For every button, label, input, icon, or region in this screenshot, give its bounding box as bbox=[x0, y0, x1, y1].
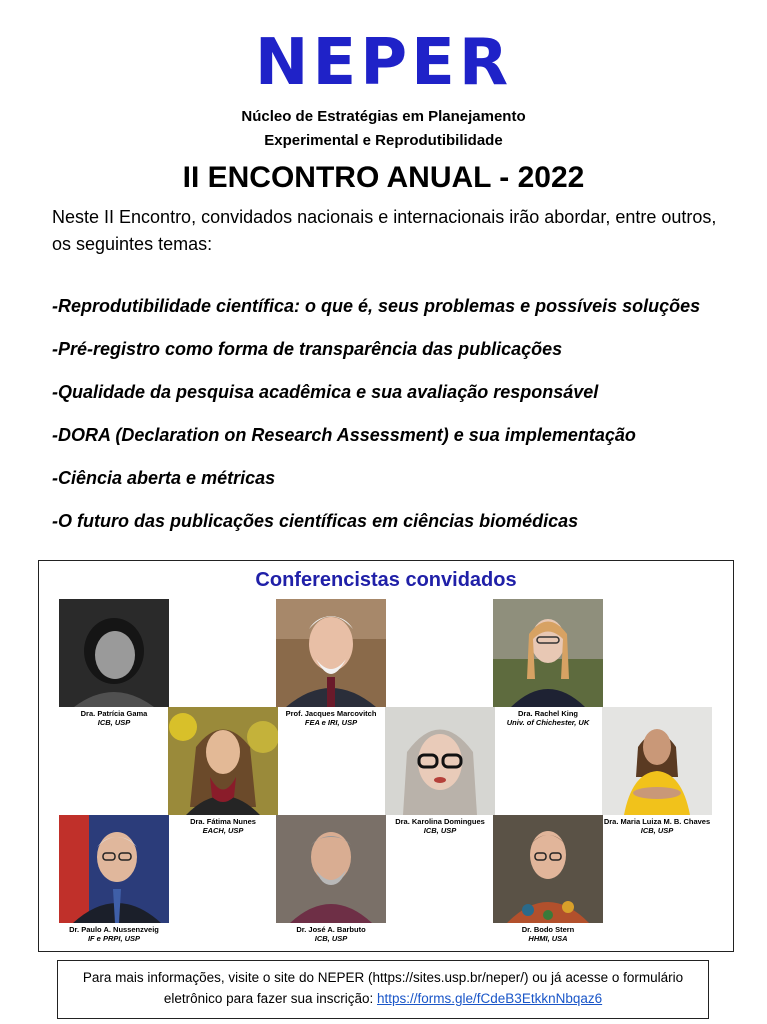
info-box bbox=[57, 960, 709, 1019]
speaker-photo bbox=[602, 707, 712, 815]
speaker-photo bbox=[59, 815, 169, 923]
speaker-affiliation: EACH, USP bbox=[202, 826, 244, 835]
speaker-card bbox=[385, 707, 495, 835]
speaker-photo bbox=[59, 599, 169, 707]
speaker-card bbox=[493, 815, 603, 943]
neper-logo: NEPER bbox=[254, 26, 513, 100]
speaker-name: Prof. Jacques Marcovitch bbox=[285, 709, 377, 718]
speaker-affiliation: HHMI, USA bbox=[528, 934, 568, 943]
speaker-name: Dr. José A. Barbuto bbox=[296, 925, 366, 934]
speaker-photo bbox=[493, 815, 603, 923]
topic-item: -Reprodutibilidade científica: o que é, seus problemas e possíveis soluções bbox=[52, 296, 701, 316]
topic-item: -Pré-registro como forma de transparência das publicações bbox=[52, 339, 563, 359]
topics-list bbox=[52, 292, 752, 550]
speaker-card bbox=[602, 707, 712, 835]
topic-item: -DORA (Declaration on Research Assessment) e sua implementação bbox=[52, 425, 636, 445]
speaker-name: Dra. Maria Luiza M. B. Chaves bbox=[603, 817, 711, 826]
registration-link[interactable]: https://forms.gle/fCdeB3EtkknNbqaz6 bbox=[377, 991, 603, 1006]
info-text: Para mais informações, visite o site do NEPER (https://sites.usp.br/neper/) ou já acesse o formulário eletrônico para fazer sua inscrição: bbox=[82, 970, 684, 1006]
subtitle-line-1: Núcleo de Estratégias em Planejamento bbox=[241, 108, 526, 125]
speakers-panel bbox=[38, 560, 734, 952]
topic-item: -Ciência aberta e métricas bbox=[52, 468, 276, 488]
speaker-card bbox=[276, 815, 386, 943]
speaker-photo bbox=[385, 707, 495, 815]
speaker-affiliation: FEA e IRI, USP bbox=[304, 718, 358, 727]
speaker-affiliation: ICB, USP bbox=[314, 934, 348, 943]
subtitle-line-2: Experimental e Reprodutibilidade bbox=[264, 132, 503, 149]
speaker-name: Dra. Fátima Nunes bbox=[190, 817, 256, 826]
speaker-card bbox=[59, 599, 169, 727]
speaker-photo bbox=[168, 707, 278, 815]
speaker-card bbox=[168, 707, 278, 835]
speaker-photo bbox=[276, 599, 386, 707]
speaker-affiliation: ICB, USP bbox=[640, 826, 674, 835]
speaker-photo bbox=[493, 599, 603, 707]
speaker-affiliation: ICB, USP bbox=[423, 826, 457, 835]
event-title: II ENCONTRO ANUAL - 2022 bbox=[182, 161, 585, 194]
speaker-name: Dr. Paulo A. Nussenzveig bbox=[69, 925, 159, 934]
speaker-photo bbox=[276, 815, 386, 923]
speaker-affiliation: Univ. of Chichester, UK bbox=[506, 718, 590, 727]
topic-item: -O futuro das publicações científicas em ciências biomédicas bbox=[52, 511, 579, 531]
speaker-name: Dra. Patrícia Gama bbox=[80, 709, 148, 718]
speaker-name: Dr. Bodo Stern bbox=[521, 925, 575, 934]
speaker-card bbox=[59, 815, 169, 943]
speaker-card bbox=[276, 599, 386, 727]
topic-item: -Qualidade da pesquisa acadêmica e sua avaliação responsável bbox=[52, 382, 599, 402]
speaker-card bbox=[493, 599, 603, 727]
speaker-name: Dra. Karolina Domingues bbox=[395, 817, 485, 826]
speaker-affiliation: ICB, USP bbox=[97, 718, 131, 727]
speaker-affiliation: IF e PRPI, USP bbox=[87, 934, 141, 943]
intro-paragraph: Neste II Encontro, convidados nacionais e internacionais irão abordar, entre outros, os seguintes temas: bbox=[52, 207, 717, 254]
speaker-name: Dra. Rachel King bbox=[517, 709, 578, 718]
speakers-title: Conferencistas convidados bbox=[255, 569, 517, 591]
